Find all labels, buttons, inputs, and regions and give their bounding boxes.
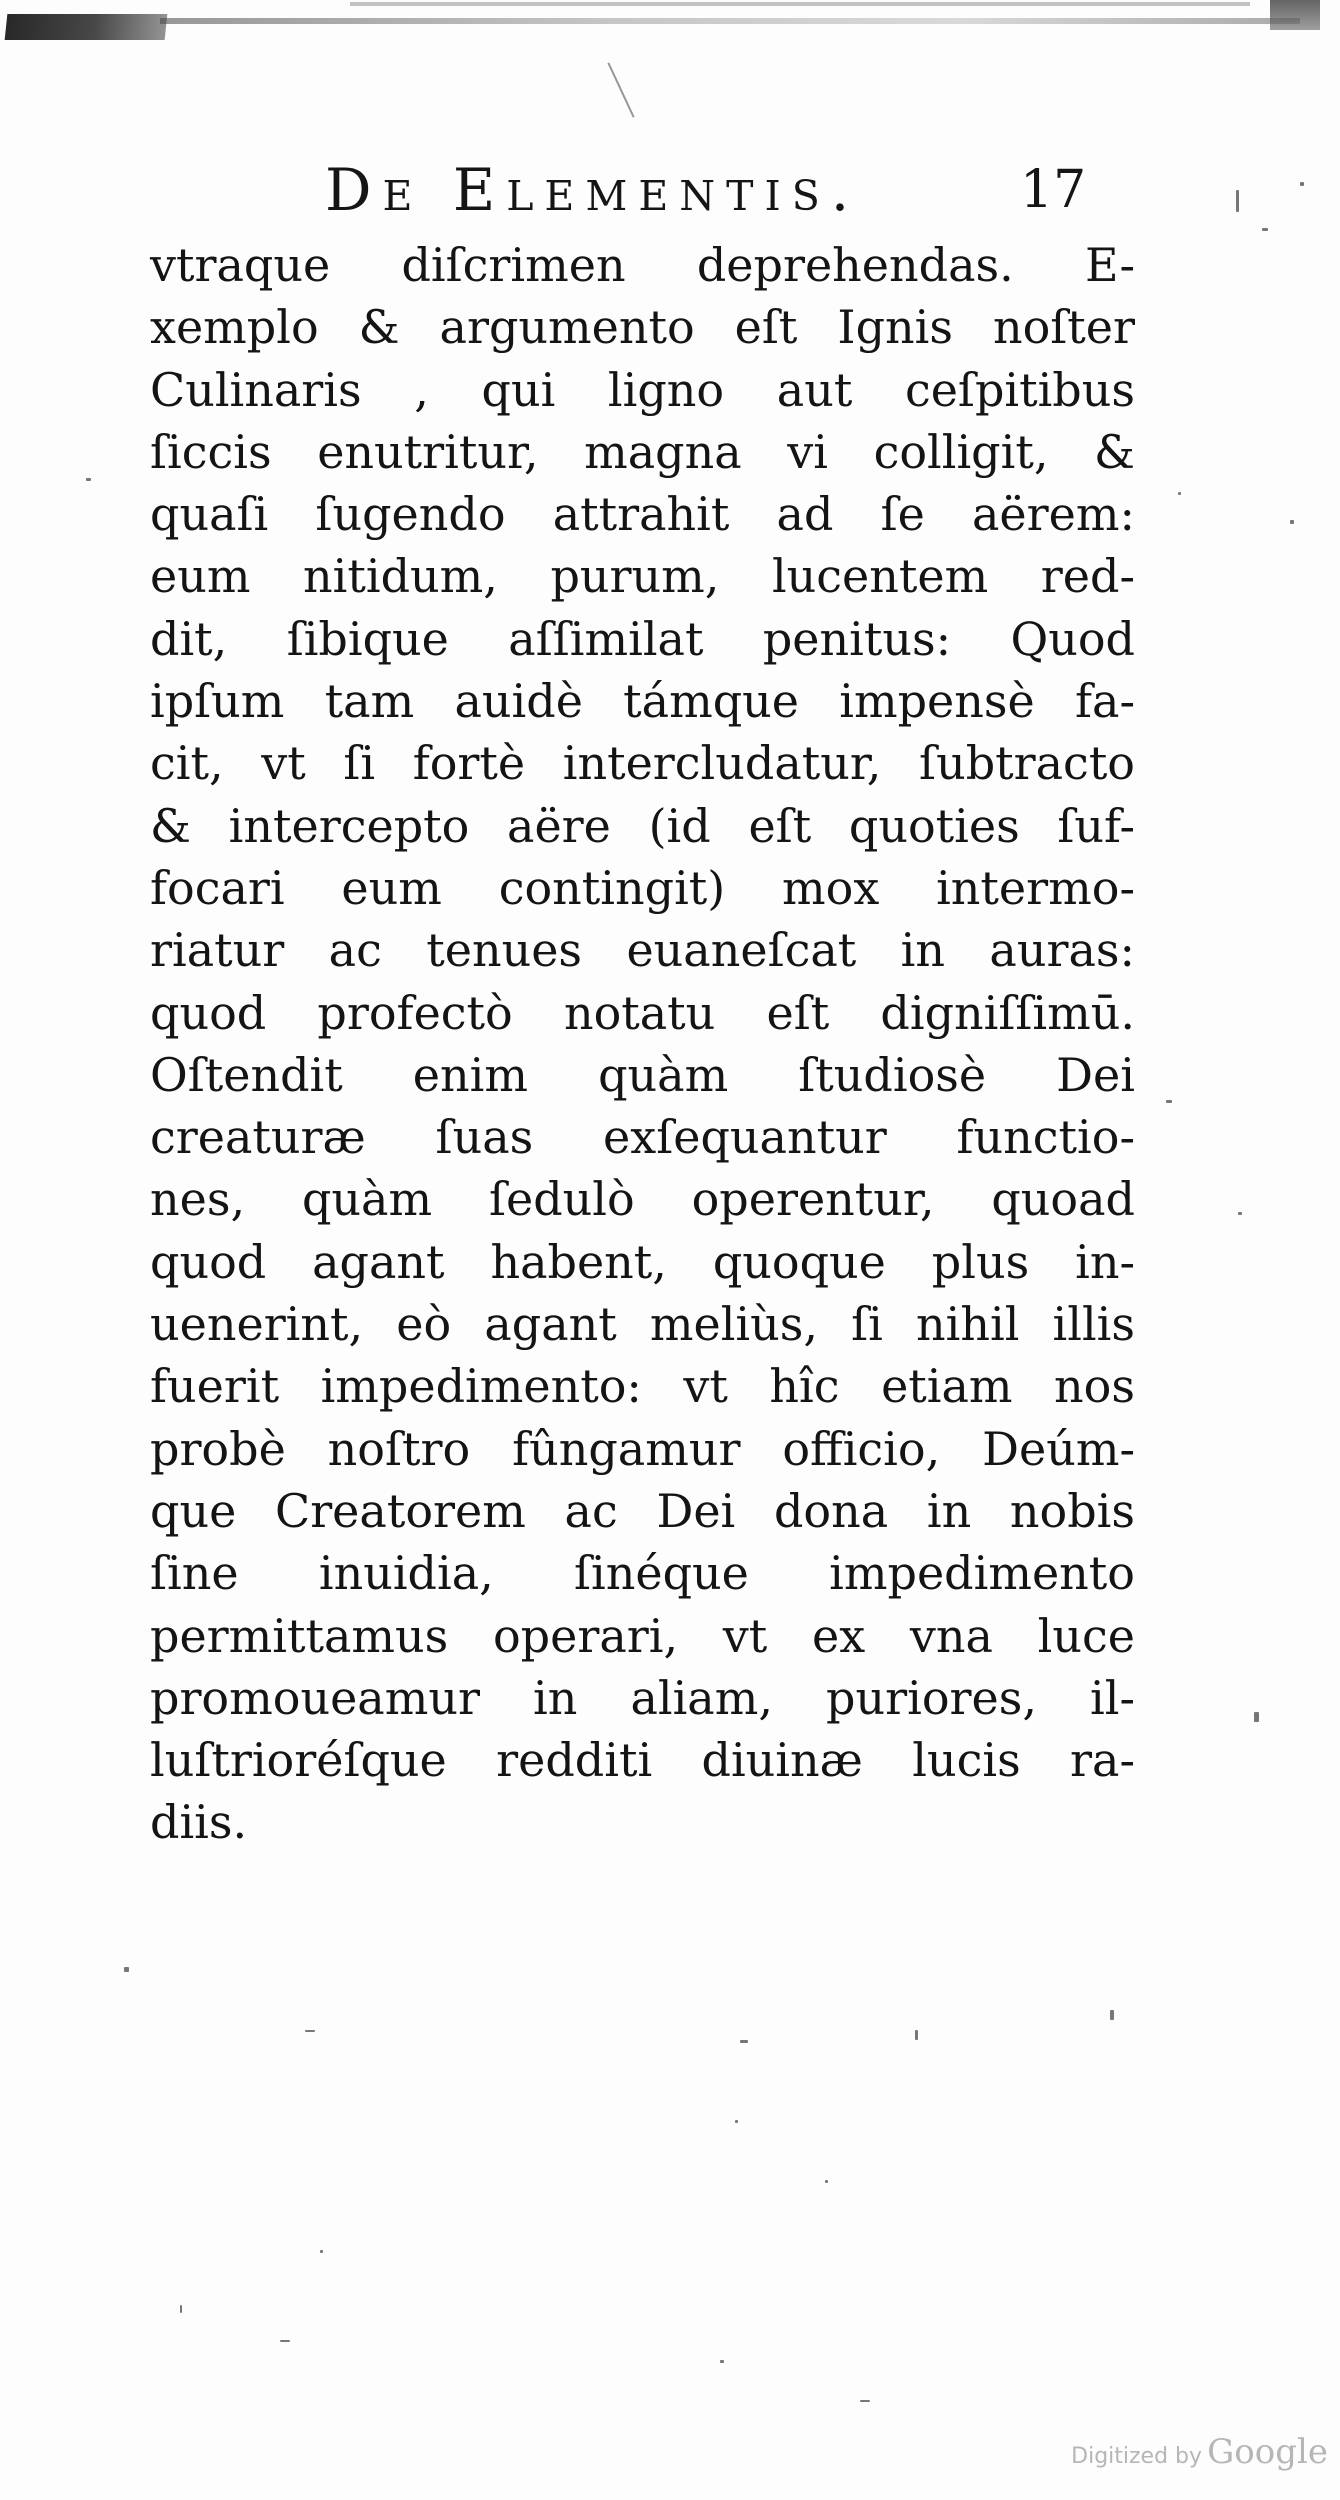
text-line: riatur ac tenues euaneſcat in auras: <box>150 923 1135 978</box>
text-line: ſine inuidia, ſinéque impedimento <box>150 1546 1135 1601</box>
text-line: creaturæ ſuas exſequantur functio- <box>150 1110 1135 1165</box>
text-line: Culinaris , qui ligno aut ceſpitibus <box>150 362 1135 417</box>
text-line: quaſi ſugendo attrahit ad ſe aërem: <box>150 487 1135 542</box>
scan-shadow-line <box>160 18 1300 24</box>
watermark-prefix: Digitized by <box>1071 2444 1203 2469</box>
text-line: ſiccis enutritur, magna vi colligit, & <box>150 424 1135 479</box>
text-line: Oſtendit enim quàm ſtudiosè Dei <box>150 1047 1135 1102</box>
page-number: 17 <box>1020 160 1087 220</box>
text-line: nes, quàm ſedulò operentur, quoad <box>150 1172 1135 1227</box>
google-logo: Google <box>1207 2432 1328 2472</box>
text-line: ipſum tam auidè támque impensè fa- <box>150 674 1135 729</box>
text-line: quod profectò notatu eſt digniſſimū. <box>150 985 1135 1040</box>
digitized-watermark <box>1071 2432 1328 2472</box>
text-line: probè noſtro fûngamur officio, Deúm- <box>150 1421 1135 1476</box>
text-line: vtraque diſcrimen deprehendas. E- <box>150 238 1135 292</box>
text-line: uenerint, eò agant meliùs, ſi nihil illis <box>150 1297 1135 1352</box>
text-line: permittamus operari, vt ex vna luce <box>150 1608 1135 1663</box>
text-line: & intercepto aëre (id eſt quoties ſuf- <box>150 798 1135 853</box>
page-header <box>150 150 1130 230</box>
scan-shadow-line-top <box>350 2 1250 6</box>
text-line: cit, vt ſi fortè intercludatur, ſubtracto <box>150 736 1135 791</box>
text-line: eum nitidum, purum, lucentem red- <box>150 549 1135 604</box>
scan-shadow-right <box>1270 0 1320 30</box>
text-line: que Creatorem ac Dei dona in nobis <box>150 1483 1135 1538</box>
scan-mark <box>607 62 634 117</box>
running-head: De Elementis. <box>325 156 861 224</box>
text-line: focari eum contingit) mox intermo- <box>150 860 1135 915</box>
scan-shadow-left <box>5 14 168 40</box>
body-text <box>150 234 1135 1854</box>
text-line: xemplo & argumento eſt Ignis noſter <box>150 300 1135 355</box>
text-line: luſtrioréſque redditi diuinæ lucis ra- <box>150 1733 1135 1788</box>
text-line: quod agant habent, quoque plus in- <box>150 1234 1135 1289</box>
text-line: fuerit impedimento: vt hîc etiam nos <box>150 1359 1135 1414</box>
text-line: diis. <box>150 1795 248 1850</box>
scan-top-edge <box>0 0 1340 48</box>
text-line: dit, ſibique aſſimilat penitus: Quod <box>150 611 1135 666</box>
text-line: promoueamur in aliam, puriores, il- <box>150 1670 1135 1725</box>
